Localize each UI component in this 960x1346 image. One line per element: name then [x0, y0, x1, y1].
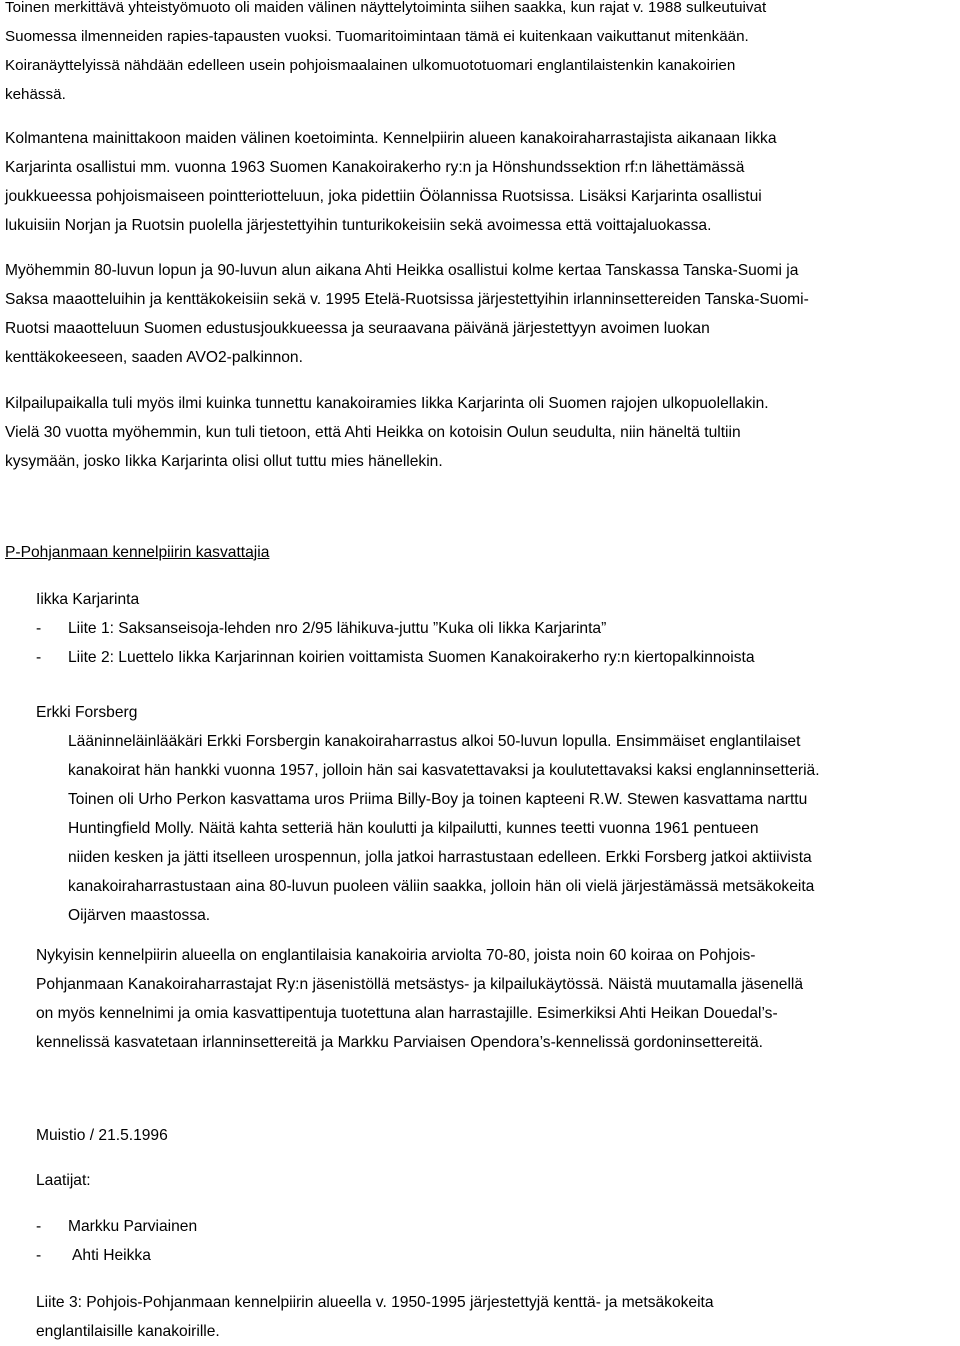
- authors-list: [36, 1212, 197, 1270]
- breeder-name: Erkki Forsberg: [36, 704, 138, 721]
- dash-bullet: -: [36, 1247, 42, 1264]
- list-item: [36, 643, 755, 672]
- text-line: kysymään, josko Iikka Karjarinta olisi ollut tuttu mies hänellekin.: [5, 453, 443, 470]
- text-line: Toinen merkittävä yhteistyömuoto oli maiden välinen näyttelytoiminta siihen saakka, kun rajat v. 1988 sulkeutuivat: [5, 0, 767, 16]
- paragraph-international-matches: [5, 256, 809, 372]
- text-line: Saksa maaotteluihin ja kenttäkokeisiin sekä v. 1995 Etelä-Ruotsissa järjestettyihin irlanninsettereiden Tanska-Suomi-: [5, 291, 809, 308]
- text-line: Toinen oli Urho Perkon kasvattama uros Priima Billy-Boy ja toinen kapteeni R.W. Stewen kasvattama narttu: [68, 791, 808, 808]
- author-name: Ahti Heikka: [72, 1247, 151, 1264]
- memo-date: [36, 1121, 168, 1150]
- author-item: [36, 1212, 197, 1241]
- text-line: Oijärven maastossa.: [68, 907, 211, 924]
- text-line: kanakoiraharrastustaan aina 80-luvun puoleen väliin saakka, jolloin hän oli vielä järjestämässä metsäkokeita: [68, 878, 815, 895]
- authors-label: [36, 1166, 91, 1195]
- text-line: Suomessa ilmenneiden rapies-tapausten vuoksi. Tuomaritoimintaan tämä ei kuitenkaan vaikuttanut mitenkään.: [5, 28, 749, 45]
- author-name: Markku Parviainen: [68, 1218, 198, 1235]
- paragraph-current-status: [36, 941, 803, 1057]
- list-item-text: Liite 1: Saksanseisoja-lehden nro 2/95 lähikuva-juttu ”Kuka oli Iikka Karjarinta”: [68, 620, 607, 637]
- text-line: Karjarinta osallistui mm. vuonna 1963 Suomen Kanakoirakerho ry:n ja Hönshundssektion rf:n lähettämässä: [5, 159, 745, 176]
- breeder-name: Iikka Karjarinta: [36, 591, 140, 608]
- dash-bullet: -: [36, 649, 42, 666]
- text-line: Ruotsi maaotteluun Suomen edustusjoukkueessa ja seuraavana päivänä järjestettyyn avoimen luokan: [5, 320, 710, 337]
- section-heading-text: P-Pohjanmaan kennelpiirin kasvattajia: [5, 544, 270, 561]
- section-heading: [5, 538, 269, 567]
- list-item: [36, 614, 755, 643]
- text-line: englantilaisille kanakoirille.: [36, 1323, 220, 1340]
- text-line: kenttäkokeeseen, saaden AVO2-palkinnon.: [5, 349, 303, 366]
- text-line: niiden kesken ja jätti itselleen urospennun, jolla jatkoi harrastustaan edelleen. Erkki Forsberg jatkoi aktiivista: [68, 849, 812, 866]
- author-item: [36, 1241, 197, 1270]
- text-line: Vielä 30 vuotta myöhemmin, kun tuli tietoon, että Ahti Heikka on kotoisin Oulun seudulta, niin häneltä tultiin: [5, 424, 741, 441]
- text-line: Liite 3: Pohjois-Pohjanmaan kennelpiirin alueella v. 1950-1995 järjestettyjä kenttä- ja metsäkokeita: [36, 1294, 714, 1311]
- text-line: joukkueessa pohjoismaiseen pointteriotteluun, joka pidettiin Öölannissa Ruotsissa. Lisäksi Karjarinta osallistui: [5, 188, 762, 205]
- paragraph-trials: [5, 124, 777, 240]
- appendix-3: [36, 1288, 714, 1346]
- text-line: Pohjanmaan Kanakoiraharrastajat Ry:n jäsenistöllä metsästys- ja kilpailukäytössä. Näistä muutamalla jäsenellä: [36, 976, 804, 993]
- paragraph-reputation: [5, 389, 769, 476]
- memo-date-text: Muistio / 21.5.1996: [36, 1127, 168, 1144]
- text-line: Huntingfield Molly. Näitä kahta setteriä hän koulutti ja kilpailutti, kunnes teetti vuonna 1961 pentueen: [68, 820, 759, 837]
- text-line: Nykyisin kennelpiirin alueella on englantilaisia kanakoiria arviolta 70-80, joista noin 60 koiraa on Pohjois-: [36, 947, 756, 964]
- text-line: kehässä.: [5, 86, 66, 103]
- paragraph-exhibitions: [5, 0, 766, 109]
- text-line: kennelissä kasvatetaan irlanninsettereitä ja Markku Parviaisen Opendora’s-kennelissä gordoninsettereitä.: [36, 1034, 763, 1051]
- dash-bullet: -: [36, 1218, 42, 1235]
- breeder-forsberg: [36, 698, 820, 930]
- text-line: Kolmantena mainittakoon maiden välinen koetoiminta. Kennelpiirin alueen kanakoiraharrastajista aikanaan Iikka: [5, 130, 777, 147]
- dash-bullet: -: [36, 620, 42, 637]
- text-line: Kilpailupaikalla tuli myös ilmi kuinka tunnettu kanakoiramies Iikka Karjarinta oli Suomen rajojen ulkopuolellakin.: [5, 395, 769, 412]
- list-item-text: Liite 2: Luettelo Iikka Karjarinnan koirien voittamista Suomen Kanakoirakerho ry:n kiertopalkinnoista: [68, 649, 755, 666]
- text-line: Lääninneläinlääkäri Erkki Forsbergin kanakoiraharrastus alkoi 50-luvun lopulla. Ensimmäiset englantilaiset: [68, 733, 801, 750]
- authors-label-text: Laatijat:: [36, 1172, 91, 1189]
- text-line: on myös kennelnimi ja omia kasvattipentuja tuotettuna alan harrastajille. Esimerkiksi Ahti Heikan Douedal’s-: [36, 1005, 778, 1022]
- breeder-description: [36, 727, 820, 930]
- text-line: kanakoirat hän hankki vuonna 1957, jolloin hän sai kasvatettavaksi ja koulutettavaksi kaksi englanninsetteriä.: [68, 762, 820, 779]
- breeder-karjarinta: [36, 585, 755, 672]
- text-line: Myöhemmin 80-luvun lopun ja 90-luvun alun aikana Ahti Heikka osallistui kolme kertaa Tanskassa Tanska-Suomi ja: [5, 262, 799, 279]
- text-line: lukuisiin Norjan ja Ruotsin puolella järjestettyihin tunturikokeisiin sekä avoimessa että voittajaluokassa.: [5, 217, 712, 234]
- text-line: Koiranäyttelyissä nähdään edelleen usein pohjoismaalainen ulkomuototuomari englantilaistenkin kanakoirien: [5, 57, 736, 74]
